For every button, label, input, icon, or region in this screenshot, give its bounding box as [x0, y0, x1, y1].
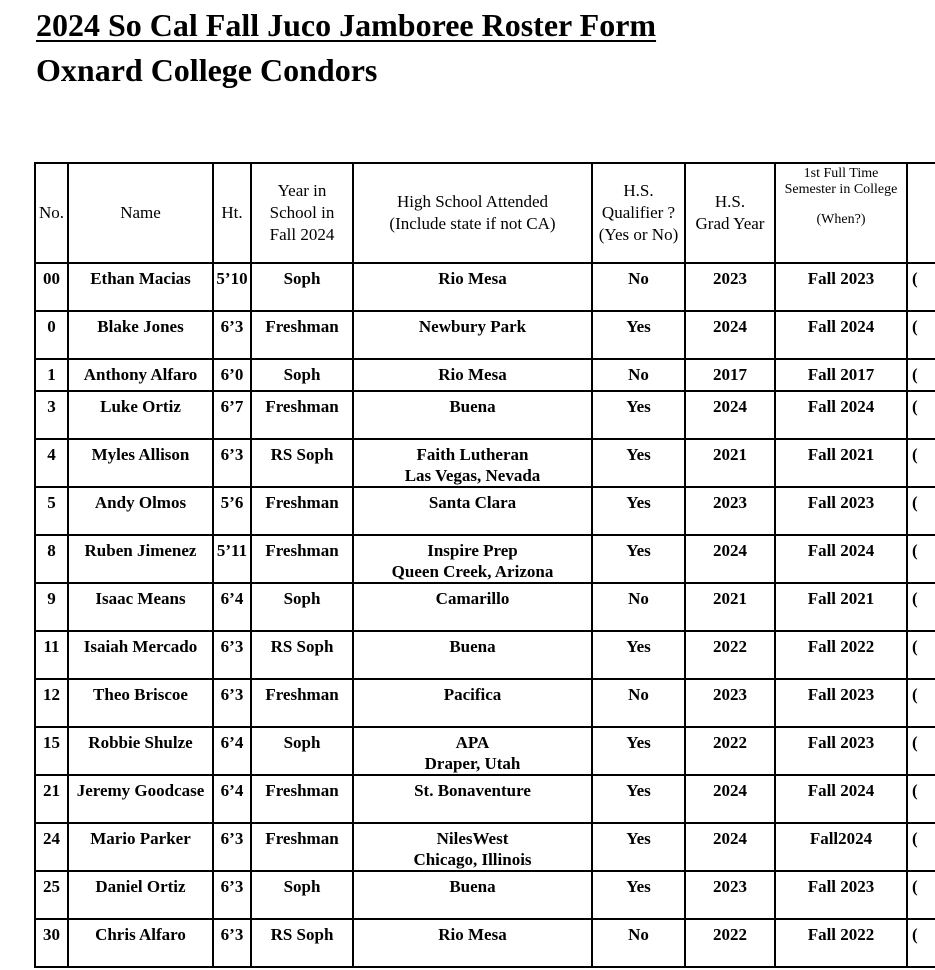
cutoff-cell: ( — [907, 871, 935, 919]
player-number: 00 — [35, 263, 68, 311]
school-line: Rio Mesa — [438, 365, 507, 384]
player-grad-year: 2022 — [685, 727, 775, 775]
player-first-semester: Fall 2023 — [775, 871, 907, 919]
player-year: Freshman — [251, 391, 353, 439]
player-name: Luke Ortiz — [68, 391, 213, 439]
cutoff-cell: ( — [907, 535, 935, 583]
player-number: 12 — [35, 679, 68, 727]
school-location: Las Vegas, Nevada — [404, 466, 541, 485]
player-number: 11 — [35, 631, 68, 679]
cutoff-cell: ( — [907, 583, 935, 631]
player-grad-year: 2024 — [685, 311, 775, 359]
cutoff-cell: ( — [907, 439, 935, 487]
header-name: Name — [68, 163, 213, 263]
player-high-school — [353, 263, 592, 311]
player-number: 3 — [35, 391, 68, 439]
header-cutoff-column — [907, 163, 935, 263]
player-high-school — [353, 631, 592, 679]
player-first-semester: Fall 2023 — [775, 727, 907, 775]
school-line: Buena — [449, 877, 496, 896]
school-location: Draper, Utah — [424, 754, 521, 773]
cutoff-cell: ( — [907, 391, 935, 439]
table-row — [35, 311, 935, 359]
player-height: 6’4 — [213, 727, 251, 775]
player-high-school — [353, 823, 592, 871]
table-row — [35, 263, 935, 311]
table-row — [35, 823, 935, 871]
player-height: 5’6 — [213, 487, 251, 535]
player-year: RS Soph — [251, 439, 353, 487]
player-first-semester: Fall 2024 — [775, 311, 907, 359]
player-number: 24 — [35, 823, 68, 871]
player-name: Daniel Ortiz — [68, 871, 213, 919]
player-number: 0 — [35, 311, 68, 359]
player-year: Soph — [251, 871, 353, 919]
player-grad-year: 2024 — [685, 823, 775, 871]
player-year: Soph — [251, 727, 353, 775]
player-year: Freshman — [251, 775, 353, 823]
cutoff-cell: ( — [907, 775, 935, 823]
player-height: 6’3 — [213, 823, 251, 871]
player-name: Chris Alfaro — [68, 919, 213, 967]
player-first-semester: Fall 2022 — [775, 919, 907, 967]
player-grad-year: 2022 — [685, 631, 775, 679]
form-title: 2024 So Cal Fall Juco Jamboree Roster Form — [36, 7, 657, 43]
player-number: 1 — [35, 359, 68, 391]
player-high-school — [353, 391, 592, 439]
player-name: Isaiah Mercado — [68, 631, 213, 679]
player-number: 15 — [35, 727, 68, 775]
player-grad-year: 2023 — [685, 679, 775, 727]
player-number: 9 — [35, 583, 68, 631]
player-name: Anthony Alfaro — [68, 359, 213, 391]
school-line: Rio Mesa — [438, 925, 507, 944]
player-high-school — [353, 439, 592, 487]
player-high-school — [353, 359, 592, 391]
player-qualifier: Yes — [592, 727, 685, 775]
player-grad-year: 2023 — [685, 487, 775, 535]
player-height: 6’3 — [213, 871, 251, 919]
player-height: 6’0 — [213, 359, 251, 391]
header-year-in-school: Year in School in Fall 2024 — [251, 163, 353, 263]
player-grad-year: 2022 — [685, 919, 775, 967]
school-line: Rio Mesa — [438, 269, 507, 288]
player-year: Soph — [251, 263, 353, 311]
table-row — [35, 487, 935, 535]
player-grad-year: 2021 — [685, 583, 775, 631]
player-height: 6’7 — [213, 391, 251, 439]
school-line: Camarillo — [435, 589, 510, 608]
player-name: Ruben Jimenez — [68, 535, 213, 583]
player-qualifier: No — [592, 679, 685, 727]
player-grad-year: 2017 — [685, 359, 775, 391]
player-height: 6’3 — [213, 679, 251, 727]
school-line: Pacifica — [443, 685, 502, 704]
player-grad-year: 2021 — [685, 439, 775, 487]
player-first-semester: Fall 2024 — [775, 535, 907, 583]
school-line: Santa Clara — [428, 493, 517, 512]
player-number: 4 — [35, 439, 68, 487]
table-row — [35, 679, 935, 727]
header-high-school: High School Attended (Include state if not CA) — [353, 163, 592, 263]
player-high-school — [353, 727, 592, 775]
player-height: 6’3 — [213, 919, 251, 967]
player-year: Freshman — [251, 823, 353, 871]
player-height: 6’4 — [213, 775, 251, 823]
player-year: Freshman — [251, 311, 353, 359]
player-first-semester: Fall 2021 — [775, 439, 907, 487]
player-high-school — [353, 487, 592, 535]
player-grad-year: 2023 — [685, 871, 775, 919]
table-row — [35, 631, 935, 679]
school-line: Newbury Park — [418, 317, 527, 336]
player-qualifier: Yes — [592, 631, 685, 679]
table-row — [35, 775, 935, 823]
player-high-school — [353, 679, 592, 727]
player-height: 5’11 — [213, 535, 251, 583]
player-qualifier: Yes — [592, 391, 685, 439]
player-first-semester: Fall 2024 — [775, 391, 907, 439]
player-qualifier: No — [592, 919, 685, 967]
team-name: Oxnard College Condors — [36, 52, 378, 88]
player-first-semester: Fall 2023 — [775, 263, 907, 311]
table-row — [35, 359, 935, 391]
table-row — [35, 871, 935, 919]
cutoff-cell: ( — [907, 311, 935, 359]
cutoff-cell: ( — [907, 823, 935, 871]
player-year: Soph — [251, 359, 353, 391]
player-year: RS Soph — [251, 919, 353, 967]
player-name: Ethan Macias — [68, 263, 213, 311]
player-height: 5’10 — [213, 263, 251, 311]
header-first-semester: 1st Full Time Semester in College (When?) — [775, 163, 907, 263]
header-height: Ht. — [213, 163, 251, 263]
player-qualifier: Yes — [592, 775, 685, 823]
header-grad-year: H.S. Grad Year — [685, 163, 775, 263]
player-high-school — [353, 871, 592, 919]
player-qualifier: No — [592, 359, 685, 391]
player-year: Freshman — [251, 679, 353, 727]
player-first-semester: Fall2024 — [775, 823, 907, 871]
player-name: Isaac Means — [68, 583, 213, 631]
player-qualifier: Yes — [592, 487, 685, 535]
school-line: APA — [455, 733, 490, 752]
player-grad-year: 2024 — [685, 391, 775, 439]
player-qualifier: No — [592, 263, 685, 311]
cutoff-cell: ( — [907, 631, 935, 679]
school-line: St. Bonaventure — [414, 781, 531, 800]
player-qualifier: Yes — [592, 871, 685, 919]
player-qualifier: Yes — [592, 311, 685, 359]
header-qualifier: H.S. Qualifier ? (Yes or No) — [592, 163, 685, 263]
player-first-semester: Fall 2022 — [775, 631, 907, 679]
header-row — [35, 163, 935, 263]
school-line: Inspire Prep — [427, 541, 518, 560]
player-name: Andy Olmos — [68, 487, 213, 535]
player-high-school — [353, 535, 592, 583]
player-height: 6’4 — [213, 583, 251, 631]
player-high-school — [353, 311, 592, 359]
table-row — [35, 583, 935, 631]
table-row — [35, 391, 935, 439]
player-number: 8 — [35, 535, 68, 583]
player-first-semester: Fall 2023 — [775, 487, 907, 535]
player-year: Soph — [251, 583, 353, 631]
player-name: Blake Jones — [68, 311, 213, 359]
player-name: Mario Parker — [68, 823, 213, 871]
cutoff-cell: ( — [907, 727, 935, 775]
player-first-semester: Fall 2017 — [775, 359, 907, 391]
player-high-school — [353, 775, 592, 823]
player-grad-year: 2024 — [685, 775, 775, 823]
player-name: Robbie Shulze — [68, 727, 213, 775]
school-line: NilesWest — [436, 829, 509, 848]
player-name: Jeremy Goodcase — [68, 775, 213, 823]
cutoff-cell: ( — [907, 359, 935, 391]
player-qualifier: Yes — [592, 823, 685, 871]
player-qualifier: Yes — [592, 535, 685, 583]
player-first-semester: Fall 2021 — [775, 583, 907, 631]
player-year: Freshman — [251, 535, 353, 583]
player-height: 6’3 — [213, 439, 251, 487]
player-first-semester: Fall 2023 — [775, 679, 907, 727]
player-number: 30 — [35, 919, 68, 967]
player-high-school — [353, 919, 592, 967]
cutoff-cell: ( — [907, 679, 935, 727]
school-line: Buena — [449, 637, 496, 656]
table-row — [35, 439, 935, 487]
player-qualifier: Yes — [592, 439, 685, 487]
player-grad-year: 2023 — [685, 263, 775, 311]
school-location: Queen Creek, Arizona — [391, 562, 554, 581]
player-height: 6’3 — [213, 631, 251, 679]
player-first-semester: Fall 2024 — [775, 775, 907, 823]
school-line: Buena — [449, 397, 496, 416]
table-row — [35, 919, 935, 967]
player-number: 21 — [35, 775, 68, 823]
cutoff-cell: ( — [907, 919, 935, 967]
player-high-school — [353, 583, 592, 631]
table-row — [35, 727, 935, 775]
roster-table — [34, 162, 935, 968]
player-number: 25 — [35, 871, 68, 919]
cutoff-cell: ( — [907, 263, 935, 311]
player-year: Freshman — [251, 487, 353, 535]
cutoff-cell: ( — [907, 487, 935, 535]
player-qualifier: No — [592, 583, 685, 631]
header-no: No. — [35, 163, 68, 263]
school-location: Chicago, Illinois — [413, 850, 532, 869]
player-number: 5 — [35, 487, 68, 535]
player-name: Theo Briscoe — [68, 679, 213, 727]
table-row — [35, 535, 935, 583]
player-grad-year: 2024 — [685, 535, 775, 583]
player-year: RS Soph — [251, 631, 353, 679]
school-line: Faith Lutheran — [416, 445, 529, 464]
player-height: 6’3 — [213, 311, 251, 359]
player-name: Myles Allison — [68, 439, 213, 487]
